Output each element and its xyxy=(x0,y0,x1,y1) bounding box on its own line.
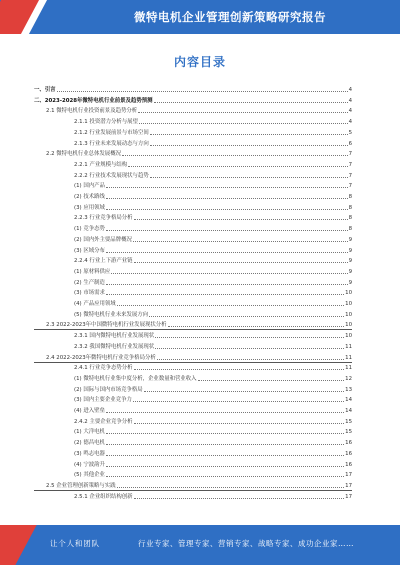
toc-entry-text: (4) 宁波韵升 xyxy=(74,461,105,468)
toc-page-number: 7 xyxy=(348,151,352,158)
toc-row[interactable] xyxy=(34,459,352,469)
toc-leader-dots xyxy=(133,241,348,242)
toc-entry-text: 2.1 微特电机行业投资前景及趋势分析 xyxy=(46,108,138,115)
toc-leader-dots xyxy=(155,348,344,349)
toc-page-number: 13 xyxy=(345,386,352,393)
toc-leader-dots xyxy=(106,284,348,285)
toc-leader-dots xyxy=(134,423,345,424)
toc-row[interactable] xyxy=(34,362,352,372)
toc-leader-dots xyxy=(134,369,345,370)
toc-entry-text: 2.2.1 产业规模与结构 xyxy=(74,161,128,168)
toc-leader-dots xyxy=(106,187,348,188)
toc-row[interactable] xyxy=(34,480,352,491)
toc-leader-dots xyxy=(106,466,344,467)
table-of-contents xyxy=(34,84,352,524)
toc-entry-text: (1) 国内产品 xyxy=(74,183,105,190)
toc-row[interactable] xyxy=(34,277,352,287)
page-title: 内容目录 xyxy=(173,55,226,69)
toc-page-number: 8 xyxy=(348,226,352,233)
toc-page-number: 10 xyxy=(345,301,352,307)
toc-page-number: 7 xyxy=(348,172,352,179)
report-title: 微特电机企业管理创新策略研究报告 xyxy=(134,10,326,24)
toc-page-number: 11 xyxy=(345,354,352,361)
toc-leader-dots xyxy=(106,209,348,210)
footer-expert-list: 行业专家、管理专家、营销专家、战略专家、成功企业家…… xyxy=(138,539,354,548)
toc-leader-dots xyxy=(139,123,348,124)
toc-leader-dots xyxy=(106,455,344,456)
toc-entry-text: 2.3.2 我国微特电机行业发展现状 xyxy=(74,343,155,350)
footer-red-stripe xyxy=(0,525,37,565)
toc-entry-text: (2) 德昌电机 xyxy=(74,440,105,447)
toc-entry-text: (2) 国际与国内市场竞争格局 xyxy=(74,386,143,393)
toc-page-number: 17 xyxy=(345,493,352,500)
toc-row[interactable] xyxy=(34,84,352,94)
toc-entry-text: (5) 其他企业 xyxy=(74,472,105,479)
toc-row[interactable] xyxy=(34,341,352,351)
toc-entry-text: (3) 区域分布 xyxy=(74,247,105,254)
toc-entry-text: 2.2.4 行业上下游产业链 xyxy=(74,258,133,265)
toc-row[interactable] xyxy=(34,234,352,244)
toc-page-number: 9 xyxy=(348,258,352,265)
toc-leader-dots xyxy=(106,476,344,477)
toc-leader-dots xyxy=(133,401,344,402)
toc-leader-dots xyxy=(150,134,348,135)
toc-row[interactable] xyxy=(34,202,352,212)
toc-page-number: 4 xyxy=(348,108,352,115)
toc-leader-dots xyxy=(57,91,348,92)
toc-row[interactable] xyxy=(34,352,352,363)
toc-page-number: 10 xyxy=(345,290,352,297)
toc-row[interactable] xyxy=(34,330,352,340)
toc-leader-dots xyxy=(117,305,344,306)
toc-row[interactable] xyxy=(34,148,352,158)
toc-row[interactable] xyxy=(34,373,352,383)
toc-row[interactable] xyxy=(34,159,352,169)
toc-page-number: 9 xyxy=(348,268,352,275)
toc-page-number: 9 xyxy=(348,236,352,243)
toc-entry-text: 2.2.2 行业技术发展现状与趋势 xyxy=(74,172,149,179)
toc-row[interactable] xyxy=(34,437,352,447)
toc-page-number: 4 xyxy=(348,87,352,93)
toc-leader-dots xyxy=(134,498,345,499)
toc-leader-dots xyxy=(150,177,348,178)
toc-entry-text: (1) 大洋电机 xyxy=(74,429,105,436)
toc-row[interactable] xyxy=(34,426,352,436)
toc-leader-dots xyxy=(106,252,348,253)
toc-leader-dots xyxy=(198,380,345,381)
toc-page-number: 4 xyxy=(348,119,352,126)
toc-page-number: 16 xyxy=(345,440,352,447)
toc-leader-dots xyxy=(106,433,344,434)
toc-leader-dots xyxy=(138,112,347,113)
toc-row[interactable] xyxy=(34,191,352,201)
toc-page-number: 5 xyxy=(348,129,352,136)
toc-leader-dots xyxy=(154,102,348,103)
toc-row[interactable] xyxy=(34,95,352,105)
toc-page-number: 16 xyxy=(345,450,352,457)
toc-page-number: 10 xyxy=(345,311,352,318)
toc-row[interactable] xyxy=(34,319,352,330)
toc-page-number: 8 xyxy=(348,204,352,211)
toc-row[interactable] xyxy=(34,266,352,276)
toc-leader-dots xyxy=(106,230,348,231)
toc-page-number: 8 xyxy=(348,215,352,222)
toc-entry-text: (4) 产品应用领域 xyxy=(74,301,116,307)
toc-entry-text: (1) 微特电机行业集中度分析，企业数量和营业收入 xyxy=(74,375,197,382)
toc-entry-text: 2.5.1 企业组织结构创新 xyxy=(74,493,133,500)
toc-row[interactable] xyxy=(34,180,352,190)
toc-entry-text: 2.4.1 行业竞争态势分析 xyxy=(74,365,133,372)
toc-page-number: 15 xyxy=(345,429,352,436)
toc-entry-text: 2.4 2022-2023年微特电机行业竞争格局分析 xyxy=(46,354,156,361)
toc-row[interactable] xyxy=(34,255,352,265)
toc-entry-text: 2.1.2 行业发展前景与市场空间 xyxy=(74,129,149,136)
toc-row[interactable] xyxy=(34,170,352,180)
toc-leader-dots xyxy=(117,487,345,488)
toc-entry-text: (2) 生产制造 xyxy=(74,279,105,286)
toc-leader-dots xyxy=(122,155,348,156)
toc-entry-text: 二、2023-2028年微特电机行业前景及趋势预测 xyxy=(34,97,153,104)
toc-page-number: 17 xyxy=(345,472,352,479)
toc-leader-dots xyxy=(168,326,345,327)
toc-row[interactable] xyxy=(34,384,352,394)
report-footer xyxy=(0,525,400,565)
toc-row[interactable] xyxy=(34,405,352,415)
toc-leader-dots xyxy=(111,273,347,274)
toc-row[interactable] xyxy=(34,127,352,137)
toc-row[interactable] xyxy=(34,469,352,479)
toc-page-number: 12 xyxy=(345,375,352,382)
toc-leader-dots xyxy=(155,337,344,338)
toc-leader-dots xyxy=(128,166,347,167)
toc-page-number: 9 xyxy=(348,247,352,254)
footer-slogan: 让个人和团队 xyxy=(50,539,100,548)
toc-page-number: 4 xyxy=(348,97,352,104)
toc-leader-dots xyxy=(106,412,344,413)
toc-leader-dots xyxy=(106,294,344,295)
toc-entry-text: 2.1.3 行业未来发展动态与方向 xyxy=(74,140,149,147)
toc-entry-text: 2.1.1 投资潜力分析与展望 xyxy=(74,119,138,126)
toc-page-number: 7 xyxy=(348,161,352,168)
toc-page-number: 14 xyxy=(345,397,352,404)
toc-entry-text: (3) 鸣志电器 xyxy=(74,450,105,457)
toc-leader-dots xyxy=(149,316,344,317)
toc-entry-text: (1) 竞争态势 xyxy=(74,226,105,233)
toc-page-number: 16 xyxy=(345,461,352,468)
toc-entry-text: (5) 微特电机行业未来发展方向 xyxy=(74,311,149,318)
toc-entry-text: 2.2 微特电机行业总体发展概况 xyxy=(46,151,121,158)
toc-leader-dots xyxy=(157,359,344,360)
toc-row[interactable] xyxy=(34,448,352,458)
toc-page-number: 10 xyxy=(345,333,352,340)
toc-entry-text: (1) 原材料供应 xyxy=(74,268,111,275)
toc-entry-text: 2.2.3 行业竞争格局分析 xyxy=(74,215,133,222)
toc-page-number: 7 xyxy=(348,183,352,190)
toc-leader-dots xyxy=(134,219,348,220)
toc-entry-text: (3) 应用领域 xyxy=(74,204,105,211)
toc-entry-text: (2) 国内外主要品牌概况 xyxy=(74,236,132,243)
toc-row[interactable] xyxy=(34,116,352,126)
toc-page-number: 15 xyxy=(345,418,352,425)
toc-row[interactable] xyxy=(34,245,352,255)
toc-row[interactable] xyxy=(34,212,352,222)
toc-leader-dots xyxy=(144,391,344,392)
toc-entry-text: (3) 国内主要企业竞争力 xyxy=(74,397,132,404)
toc-entry-text: 一、引言 xyxy=(34,87,56,93)
toc-row[interactable] xyxy=(34,298,352,308)
toc-row[interactable] xyxy=(34,223,352,233)
toc-entry-text: (2) 技术路线 xyxy=(74,194,105,200)
toc-row[interactable] xyxy=(34,309,352,319)
toc-row[interactable] xyxy=(34,105,352,115)
toc-row[interactable] xyxy=(34,491,352,501)
toc-leader-dots xyxy=(150,145,348,146)
toc-entry-text: (4) 进入壁垒 xyxy=(74,408,105,414)
toc-leader-dots xyxy=(106,444,344,445)
toc-page-number: 8 xyxy=(348,194,352,200)
toc-page-number: 10 xyxy=(345,322,352,329)
toc-entry-text: 2.4.2 主要企业竞争分析 xyxy=(74,418,133,425)
toc-page-number: 14 xyxy=(345,408,352,414)
toc-entry-text: 2.5 企业管理创新策略与实践 xyxy=(46,482,116,489)
toc-entry-text: 2.3.1 国内微特电机行业发展现状 xyxy=(74,333,155,340)
toc-page-number: 11 xyxy=(345,365,352,372)
toc-entry-text: 2.3 2022-2023年中国微特电机行业发展现状分析 xyxy=(46,322,167,329)
toc-leader-dots xyxy=(134,262,348,263)
toc-row[interactable] xyxy=(34,287,352,297)
toc-row[interactable] xyxy=(34,138,352,148)
report-header xyxy=(0,0,400,34)
toc-page-number: 17 xyxy=(345,482,352,489)
toc-row[interactable] xyxy=(34,394,352,404)
toc-page-number: 9 xyxy=(348,279,352,286)
toc-page-number: 11 xyxy=(345,343,352,350)
toc-page-number: 6 xyxy=(348,140,352,147)
toc-row[interactable] xyxy=(34,416,352,426)
toc-leader-dots xyxy=(106,198,348,199)
toc-entry-text: (3) 市场需求 xyxy=(74,290,105,297)
